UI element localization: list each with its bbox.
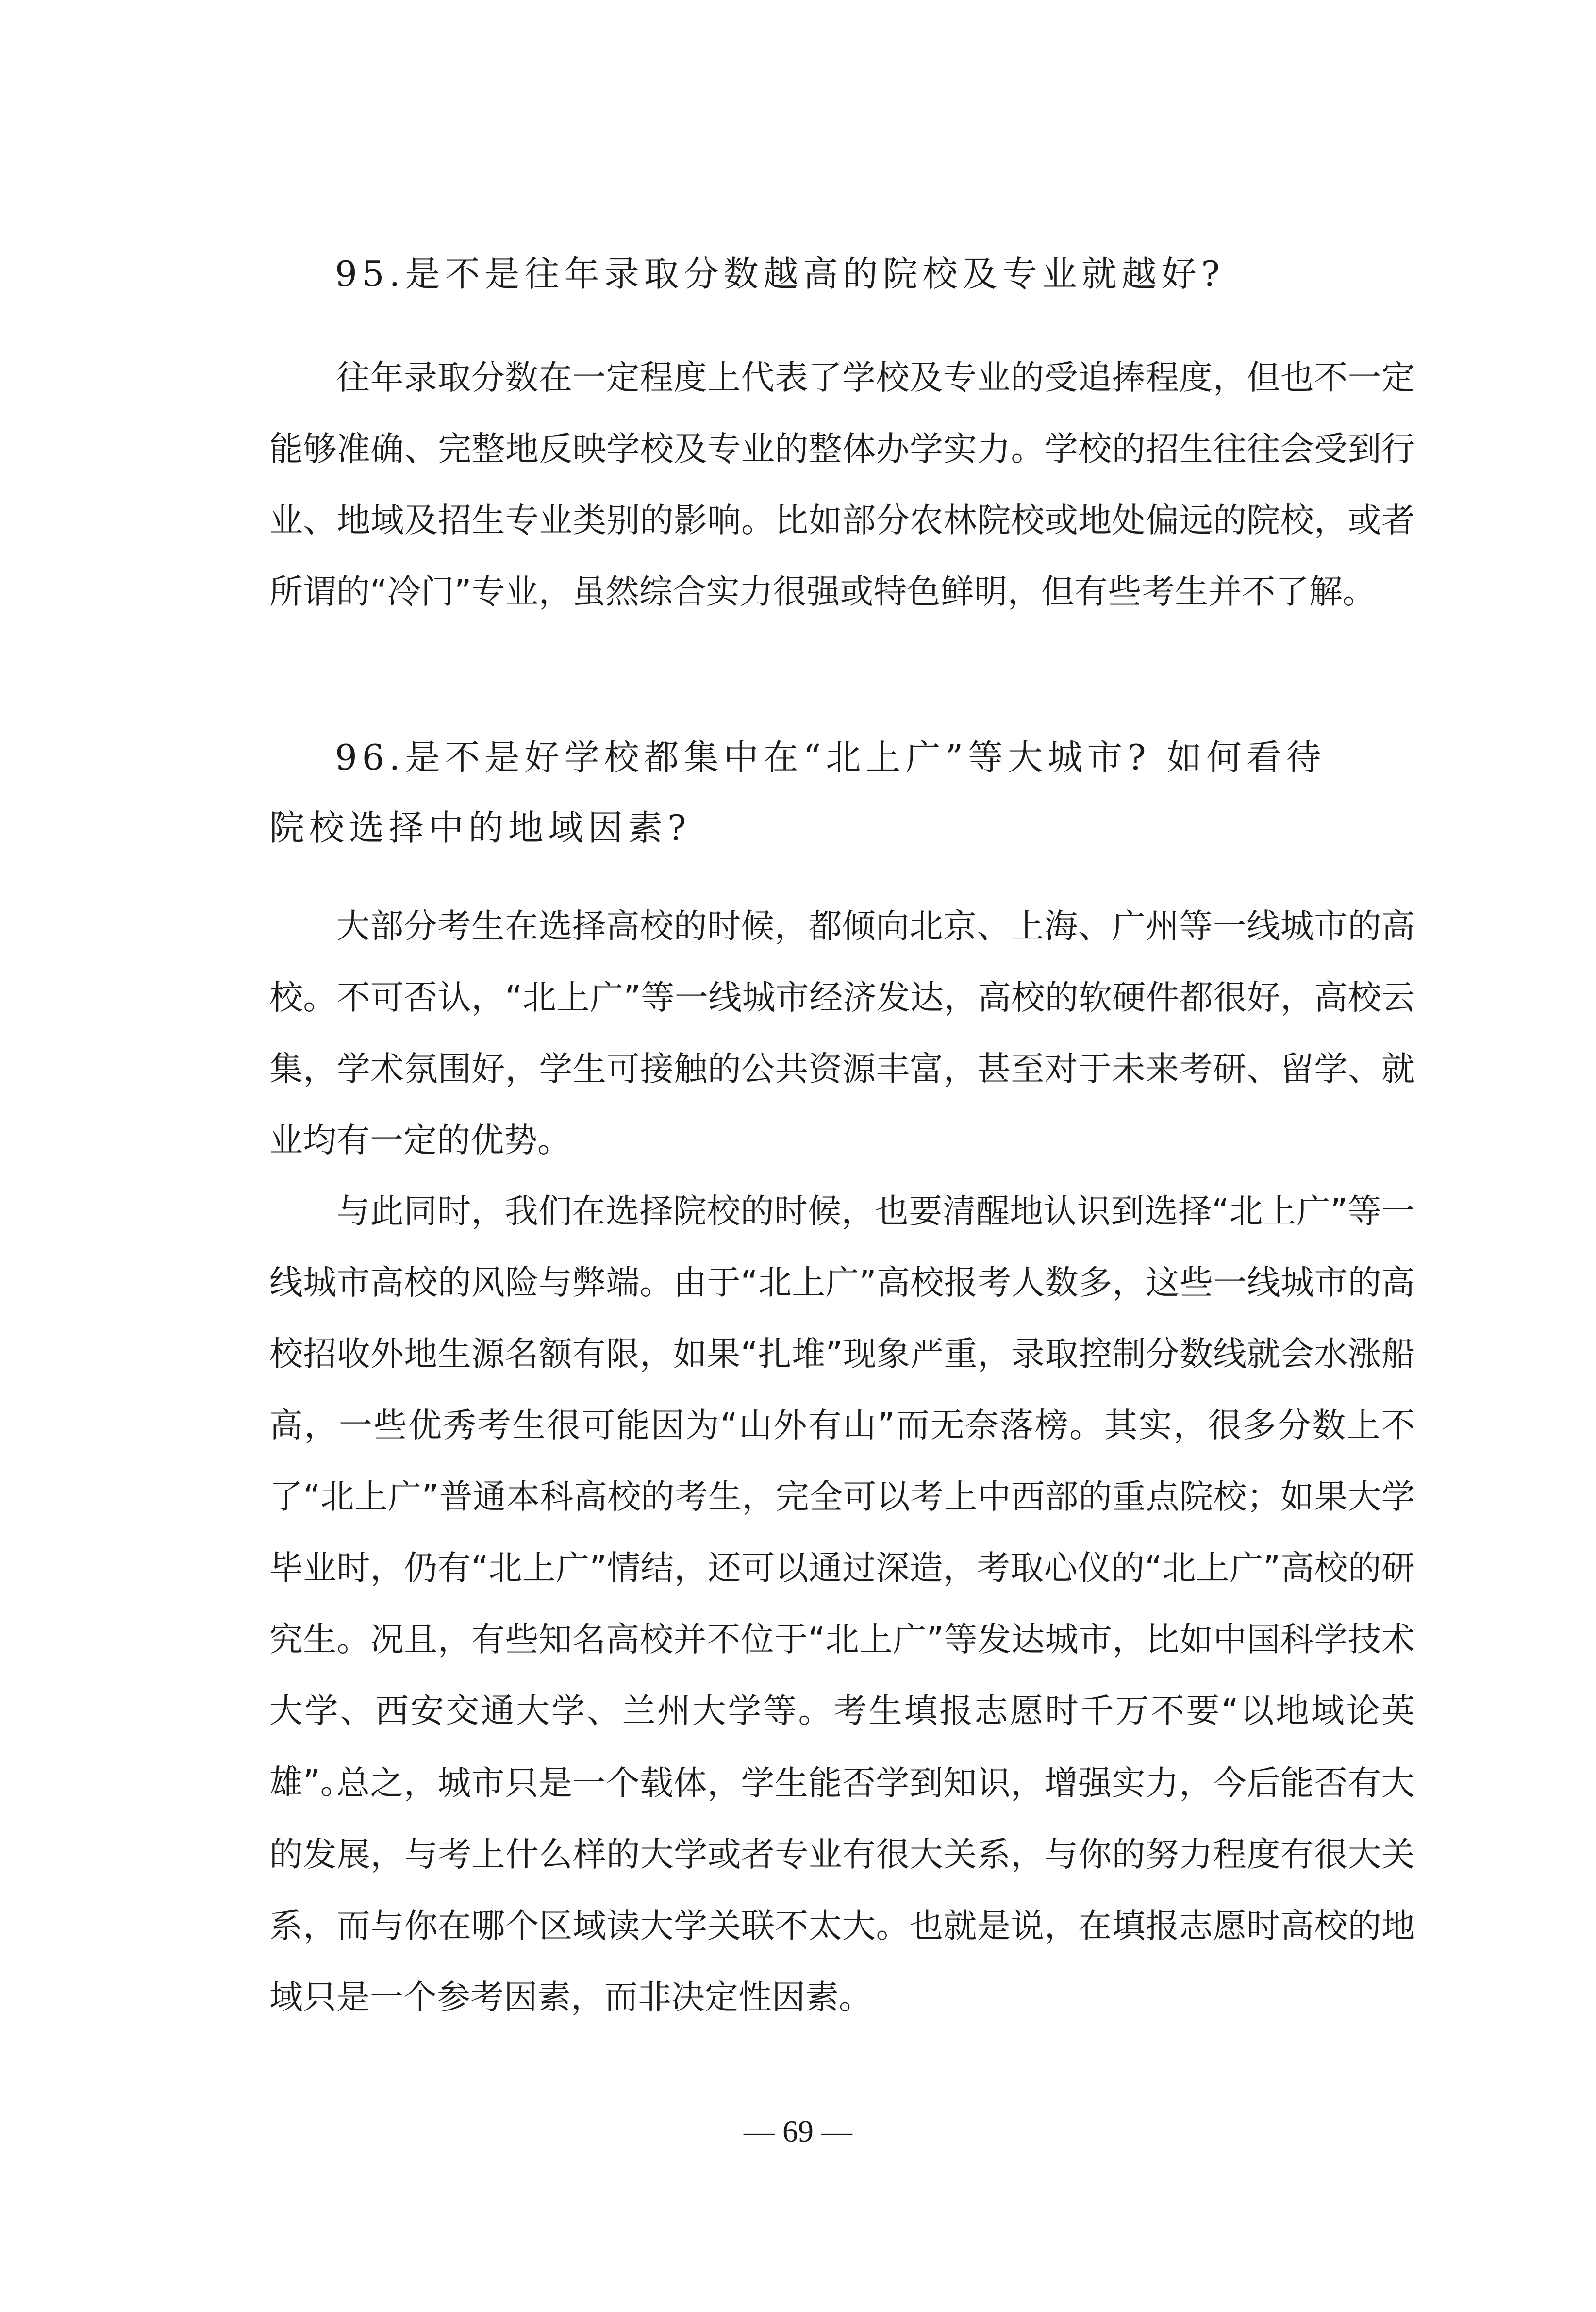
question-95-heading: 95.是不是往年录取分数越高的院校及专业就越好?	[335, 253, 1225, 294]
answer-96-paragraph-2: 与此同时，我们在选择院校的时候，也要清醒地认识到选择“北上广”等一线城市高校的风险与弊端。由于“北上广”高校报考人数多，这些一线城市的高校招收外地生源名额有限，如果“扎堆”现象严重，录取控制分数线就会水涨船高，一些优秀考生很可能因为“山外有山”而无奈落榜。其实，很多分数上不了“北上广”普通本科高校的考生，完全可以考上中西部的重点院校；如果大学毕业时，仍有“北上广”情结，还可以通过深造，考取心仪的“北上广”高校的研究生。况且，有些知名高校并不位于“北上广”等发达城市，比如中国科学技术大学、西安交通大学、兰州大学等。考生填报志愿时千万不要“以地域论英雄”。	[269, 1192, 1415, 1802]
answer-95-paragraph: 往年录取分数在一定程度上代表了学校及专业的受追捧程度，但也不一定能够准确、完整地反映学校及专业的整体办学实力。学校的招生往往会受到行业、地域及招生专业类别的影响。比如部分农林院校或地处偏远的院校，或者所谓的“冷门”专业，虽然综合实力很强或特色鲜明，但有些考生并不了解。	[269, 358, 1415, 611]
question-96-heading-line2: 院校选择中的地域因素?	[269, 807, 691, 848]
question-96-heading-line1: 96.是不是好学校都集中在“北上广”等大城市? 如何看待	[335, 737, 1326, 778]
answer-96-paragraph-1: 大部分考生在选择高校的时候，都倾向北京、上海、广州等一线城市的高校。不可否认，“北上广”等一线城市经济发达，高校的软硬件都很好，高校云集，学术氛围好，学生可接触的公共资源丰富，甚至对于未来考研、留学、就业均有一定的优势。	[269, 907, 1415, 1160]
answer-96-paragraph-3: 总之，城市只是一个载体，学生能否学到知识，增强实力，今后能否有大的发展，与考上什么样的大学或者专业有很大关系，与你的努力程度有很大关系，而与你在哪个区域读大学关联不太大。也就是说，在填报志愿时高校的地域只是一个参考因素，而非决定性因素。	[269, 1764, 1415, 2017]
page-number: — 69 —	[744, 2114, 852, 2148]
